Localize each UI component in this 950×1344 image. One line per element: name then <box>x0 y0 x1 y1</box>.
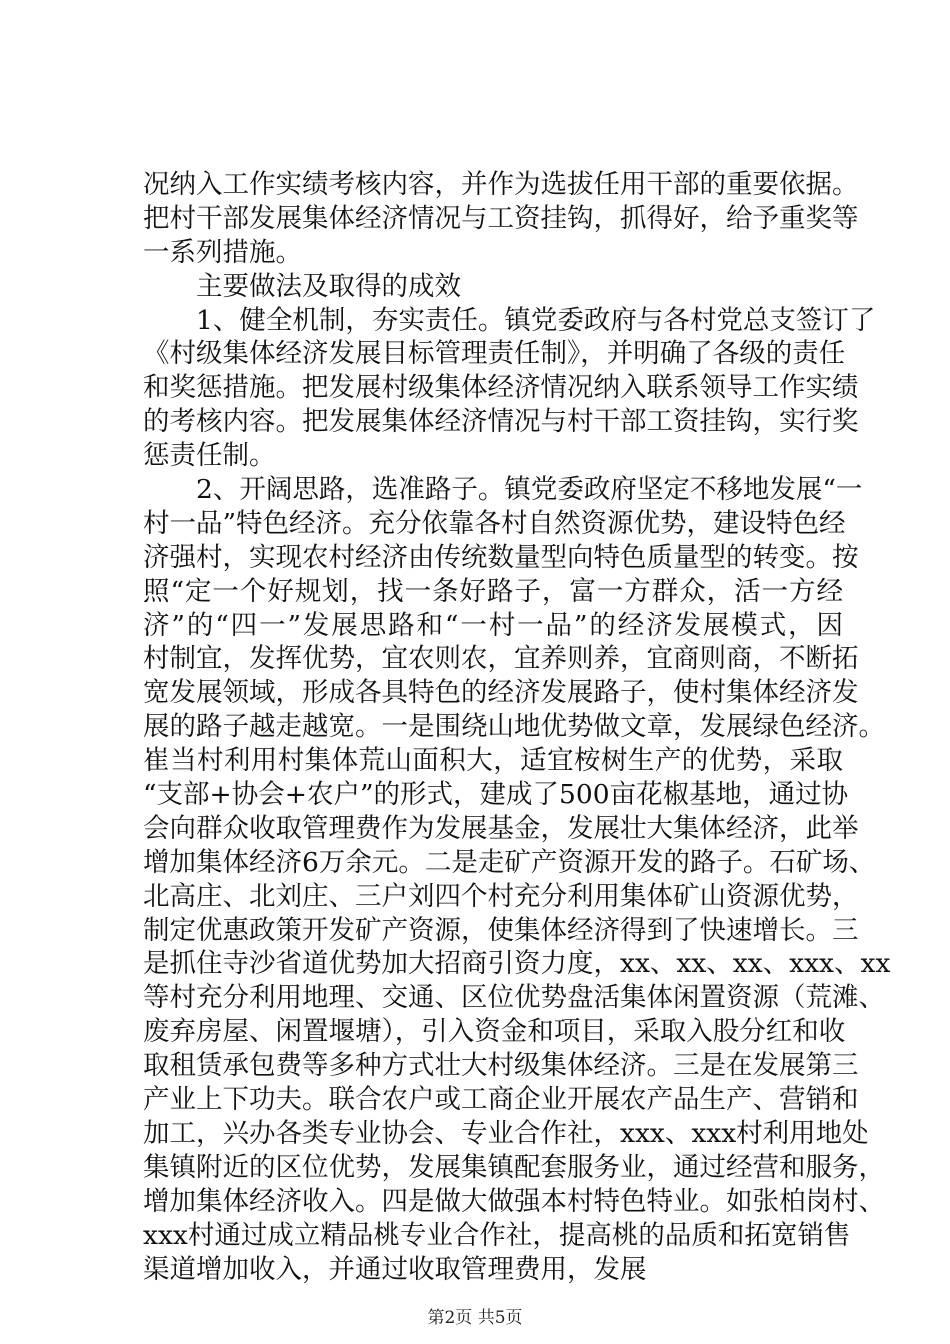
section-heading: 主要做法及取得的成效 <box>143 270 461 302</box>
text-line: 济强村，实现农村经济由传统数量型向特色质量型的转变。按 <box>143 541 859 573</box>
text-line: 制定优惠政策开发矿产资源，使集体经济得到了快速增长。三 <box>143 914 859 946</box>
text-line: xxx村通过成立精品桃专业合作社，提高桃的品质和拓宽销售 <box>143 1219 851 1251</box>
text-line: 展的路子越走越宽。一是围绕山地优势做文章，发展绿色经济。 <box>143 711 885 743</box>
text-line: 加工，兴办各类专业协会、专业合作社，xxx、xxx村利用地处 <box>143 1117 869 1149</box>
text-line: 宽发展领域，形成各具特色的经济发展路子，使村集体经济发 <box>143 677 859 709</box>
text-line: 《村级集体经济发展目标管理责任制》，并明确了各级的责任 <box>143 338 846 370</box>
text-line: 一系列措施。 <box>143 236 302 268</box>
text-line: 村一品”特色经济。充分依靠各村自然资源优势，建设特色经 <box>143 507 846 539</box>
text-line: 增加集体经济收入。四是做大做强本村特色特业。如张柏岗村、 <box>143 1185 885 1217</box>
text-line: 北高庄、北刘庄、三户刘四个村充分利用集体矿山资源优势， <box>143 880 859 912</box>
text-line: 的考核内容。把发展集体经济情况与村干部工资挂钩，实行奖 <box>143 406 859 438</box>
text-line: 和奖惩措施。把发展村级集体经济情况纳入联系领导工作实绩 <box>143 372 859 404</box>
text-line: 照“定一个好规划，找一条好路子，富一方群众，活一方经 <box>143 575 843 607</box>
text-line: “支部+协会+农户”的形式，建成了500亩花椒基地，通过协 <box>143 779 849 811</box>
text-line: 1、健全机制，夯实责任。镇党委政府与各村党总支签订了 <box>143 304 876 336</box>
text-line: 渠道增加收入，并通过收取管理费用，发展 <box>143 1253 647 1285</box>
text-line: 把村干部发展集体经济情况与工资挂钩，抓得好，给予重奖等 <box>143 202 859 234</box>
text-line: 废弃房屋、闲置堰塘），引入资金和项目，采取入股分红和收 <box>143 1016 846 1048</box>
text-line: 取租赁承包费等多种方式壮大村级集体经济。三是在发展第三 <box>143 1050 859 1082</box>
text-line: 济”的“四一”发展思路和“一村一品”的经济发展模式，因 <box>143 609 843 641</box>
text-line: 会向群众收取管理费作为发展基金，发展壮大集体经济，此举 <box>143 812 859 844</box>
text-line: 崔当村利用村集体荒山面积大，适宜桉树生产的优势，采取 <box>143 745 843 777</box>
document-body <box>143 168 891 1286</box>
text-line: 惩责任制。 <box>143 440 276 472</box>
text-line: 增加集体经济6万余元。二是走矿产资源开发的路子。石矿场、 <box>143 846 876 878</box>
text-line: 是抓住寺沙省道优势加大招商引资力度，xx、xx、xx、xxx、xx <box>143 948 891 980</box>
text-line: 况纳入工作实绩考核内容，并作为选拔任用干部的重要依据。 <box>143 169 859 200</box>
text-line: 集镇附近的区位优势，发展集镇配套服务业，通过经营和服务， <box>143 1151 885 1183</box>
text-line: 村制宜，发挥优势，宜农则农，宜养则养，宜商则商，不断拓 <box>143 643 859 675</box>
text-line: 等村充分利用地理、交通、区位优势盘活集体闲置资源（荒滩、 <box>143 982 885 1014</box>
page-number-footer: 第2页 共5页 <box>427 1308 523 1328</box>
text-line: 产业上下功夫。联合农户或工商企业开展农产品生产、营销和 <box>143 1084 859 1116</box>
text-line: 2、开阔思路，选准路子。镇党委政府坚定不移地发展“一 <box>143 474 863 506</box>
